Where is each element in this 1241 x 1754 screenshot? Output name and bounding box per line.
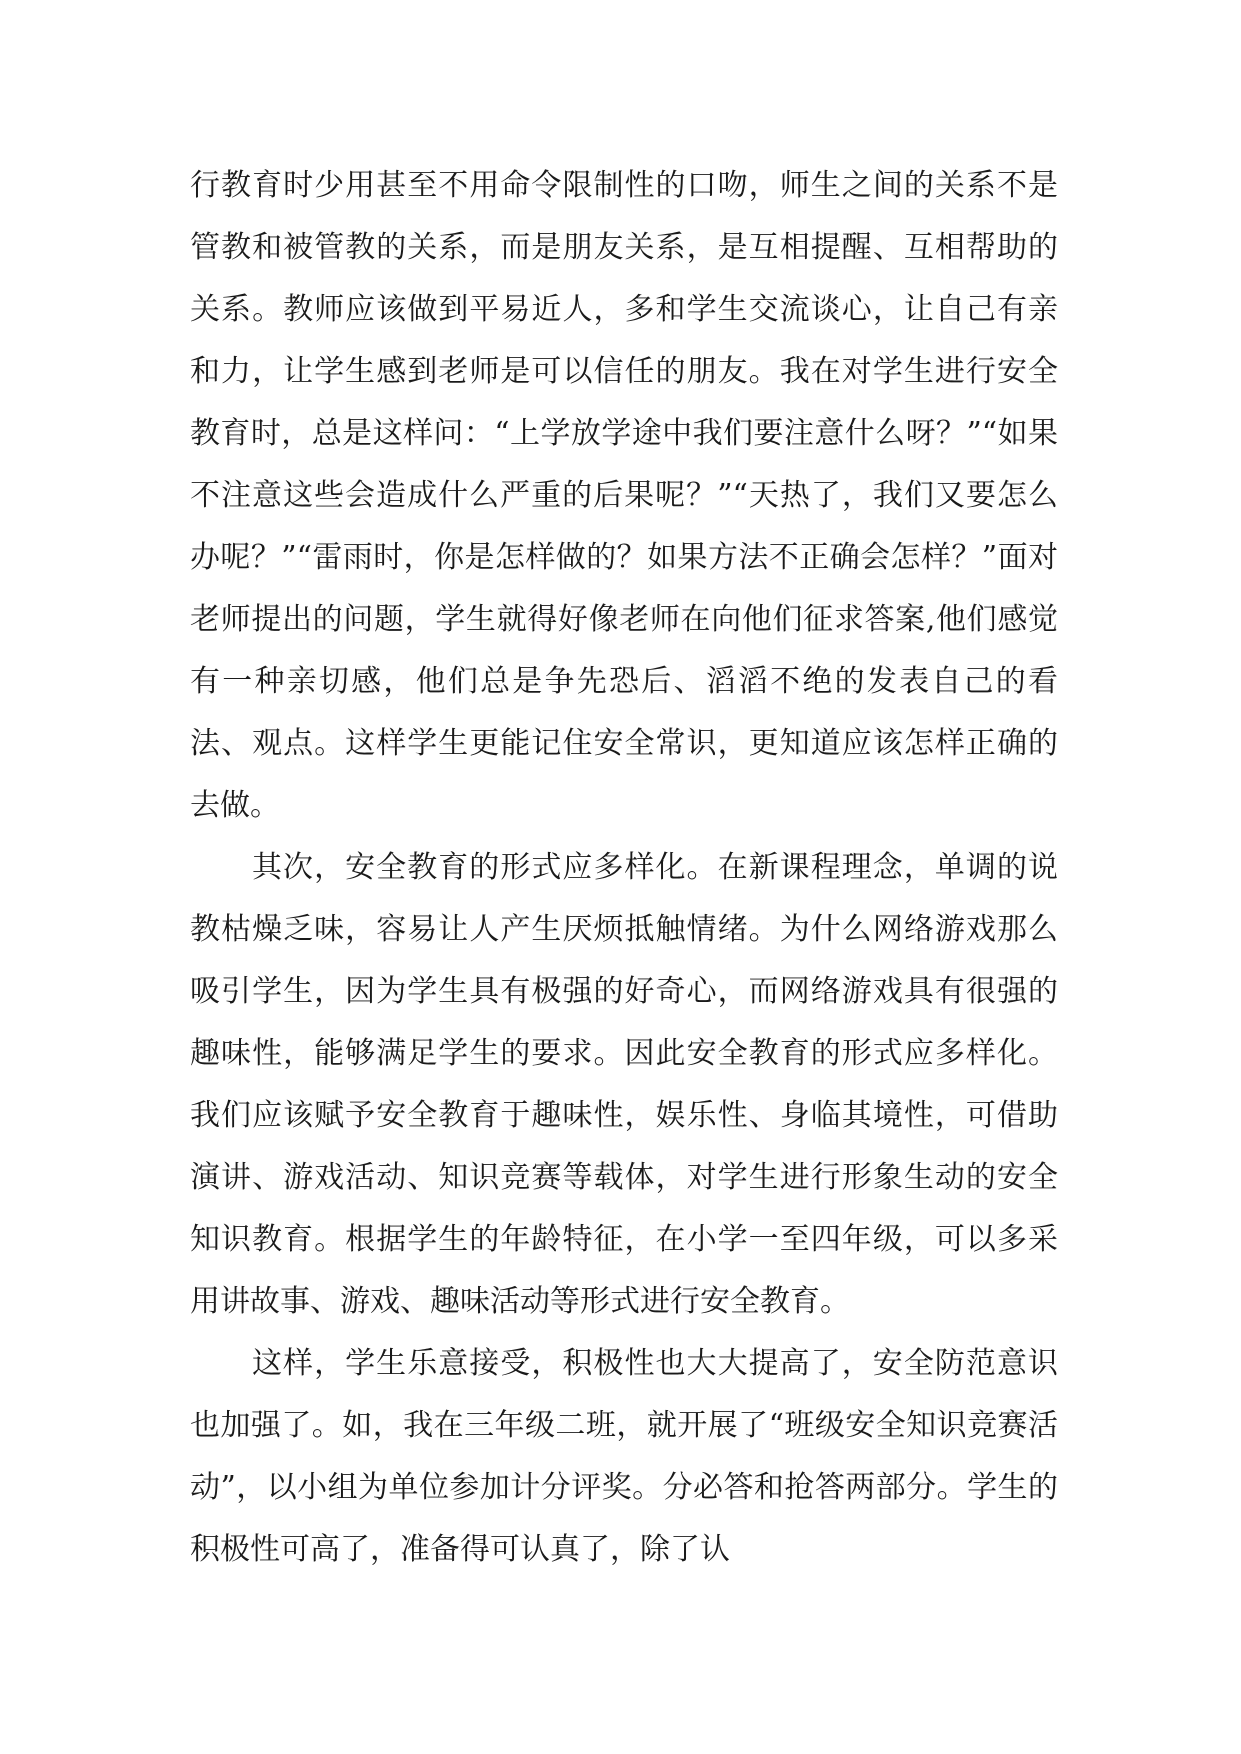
document-body: [190, 155, 1058, 1581]
paragraph-3: 这样，学生乐意接受，积极性也大大提高了，安全防范意识也加强了。如，我在三年级二班，就开展了“班级安全知识竞赛活动”，以小组为单位参加计分评奖。分必答和抢答两部分。学生的积极性可高了，准备得可认真了，除了认: [190, 1346, 1058, 1567]
paragraph-2: 其次，安全教育的形式应多样化。在新课程理念，单调的说教枯燥乏味，容易让人产生厌烦抵触情绪。为什么网络游戏那么吸引学生，因为学生具有极强的好奇心，而网络游戏具有很强的趣味性，能够满足学生的要求。因此安全教育的形式应多样化。我们应该赋予安全教育于趣味性，娱乐性、身临其境性，可借助演讲、游戏活动、知识竞赛等载体，对学生进行形象生动的安全知识教育。根据学生的年龄特征，在小学一至四年级，可以多采用讲故事、游戏、趣味活动等形式进行安全教育。: [190, 850, 1058, 1319]
paragraph-1: 行教育时少用甚至不用命令限制性的口吻，师生之间的关系不是管教和被管教的关系，而是朋友关系，是互相提醒、互相帮助的关系。教师应该做到平易近人，多和学生交流谈心，让自己有亲和力，让学生感到老师是可以信任的朋友。我在对学生进行安全教育时，总是这样问：“上学放学途中我们要注意什么呀？”“如果不注意这些会造成什么严重的后果呢？”“天热了，我们又要怎么办呢？”“雷雨时，你是怎样做的？如果方法不正确会怎样？”面对老师提出的问题，学生就得好像老师在向他们征求答案,他们感觉有一种亲切感，他们总是争先恐后、滔滔不绝的发表自己的看法、观点。这样学生更能记住安全常识，更知道应该怎样正确的去做。: [190, 168, 1058, 823]
